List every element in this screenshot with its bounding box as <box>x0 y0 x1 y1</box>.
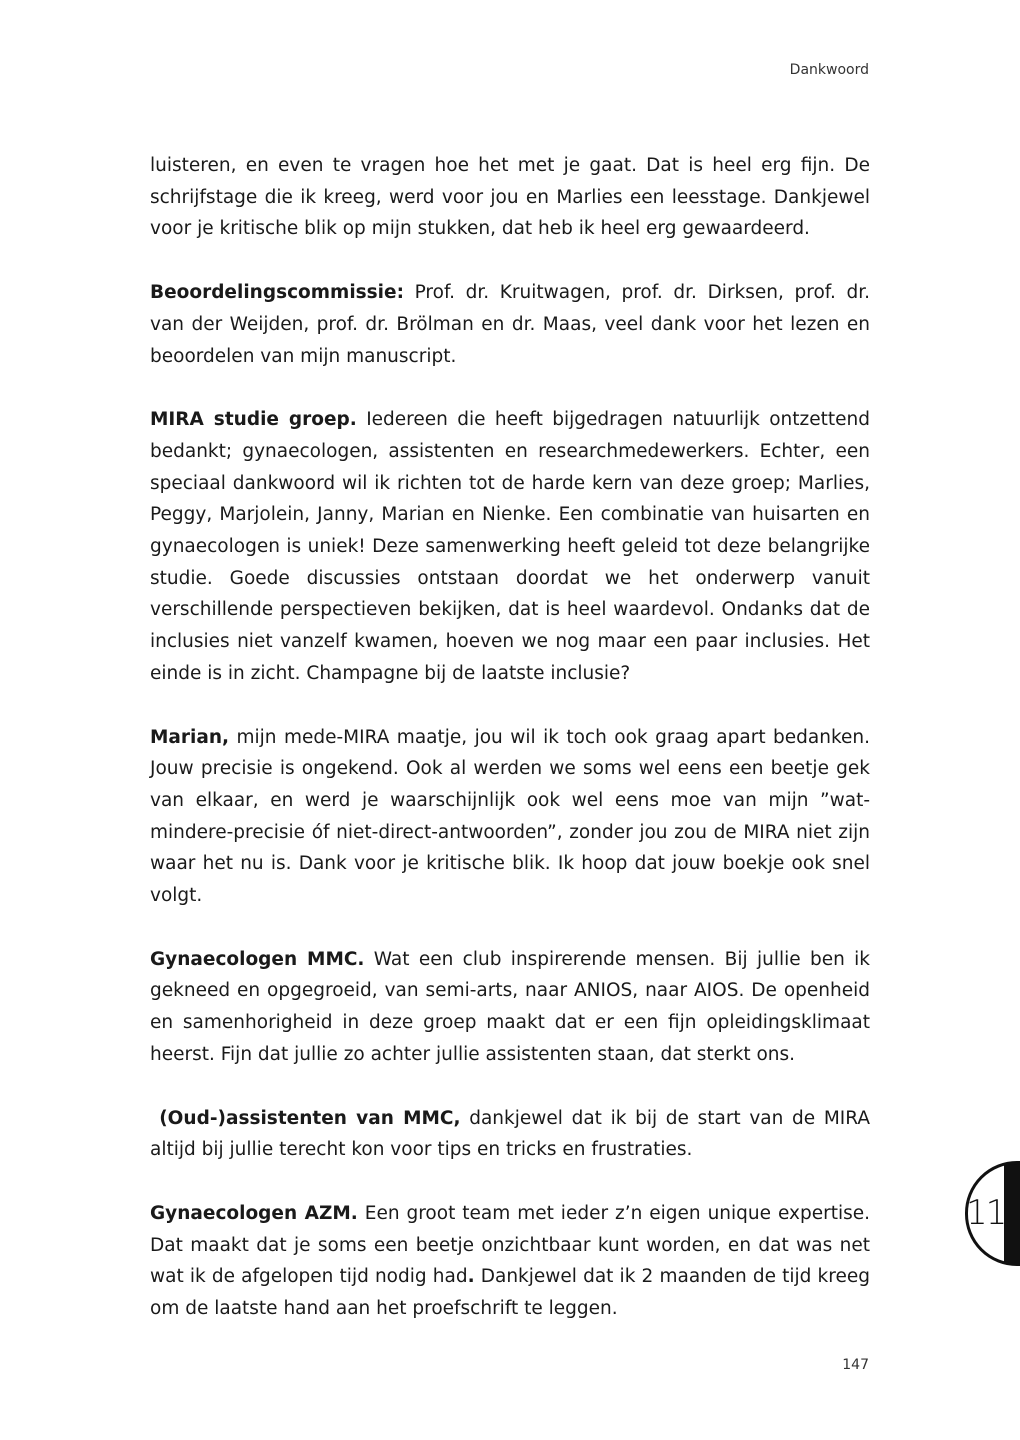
paragraph-committee <box>150 277 870 372</box>
paragraph-mira-group <box>150 404 870 689</box>
paragraph-text: Prof. dr. Kruitwagen, prof. dr. Dirksen, prof. dr. van der Weijden, prof. dr. Brölman en dr. Maas, veel dank voor het lezen en beoordelen van mijn manuscript. <box>150 282 870 367</box>
paragraph-lead: MIRA studie groep. <box>150 409 357 431</box>
paragraph-assistenten-mmc <box>150 1103 870 1166</box>
paragraph-lead: Beoordelingscommissie: <box>150 282 404 304</box>
paragraph-marian <box>150 722 870 912</box>
paragraph-gynaecologen-azm <box>150 1198 870 1325</box>
paragraph-text: dankjewel dat ik bij de start van de MIRA altijd bij jullie terecht kon voor tips en tricks en frustraties. <box>150 1107 871 1161</box>
paragraph-gynaecologen-mmc <box>150 944 870 1071</box>
paragraph-lead: Gynaecologen AZM. <box>150 1202 358 1224</box>
paragraph-text: Iedereen die heeft bijgedragen natuurlijk ontzettend bedankt; gynaecologen, assistenten en researchmedewerkers. Echter, een speciaal dankwoord wil ik richten tot de harde kern van deze groep; Marlies, Peggy, Marjolein, Janny, Marian en Nienke. Een combinatie van huisarten en gynaecologen is uniek! Deze samenwerking heeft geleid tot deze belangrijke studie. Goede discussies ontstaan doordat we het onderwerp vanuit verschillende perspectieven bekijken, dat is heel waardevol. Ondanks dat de inclusies niet vanzelf kwamen, hoeven we nog maar een paar inclusies. Het einde is in zicht. Champagne bij de laatste inclusie? <box>150 409 870 684</box>
paragraph-text: Wat een club inspirerende mensen. Bij jullie ben ik gekneed en opgegroeid, van semi-arts, naar ANIOS, naar AIOS. De openheid en samenhorigheid in deze groep maakt dat er een fijn opleidingsklimaat heerst. Fijn dat jullie zo achter jullie assistenten staan, dat sterkt ons. <box>150 948 871 1065</box>
paragraph-continuation <box>150 150 870 245</box>
running-header: Dankwoord <box>789 62 869 78</box>
paragraph-text-continued: Dankjewel dat ik 2 maanden de tijd kreeg om de laatste hand aan het proefschrift te leggen. <box>150 1266 870 1320</box>
paragraph-bold-period: . <box>467 1266 475 1288</box>
paragraph-text: Een groot team met ieder z’n eigen unique expertise. Dat maakt dat je soms een beetje onzichtbaar kunt worden, en dat was net wat ik de afgelopen tijd nodig had <box>150 1202 870 1288</box>
paragraph-text: luisteren, en even te vragen hoe het met je gaat. Dat is heel erg fijn. De schrijfstage die ik kreeg, werd voor jou en Marlies een leesstage. Dankjewel voor je kritische blik op mijn stukken, dat heb ik heel erg gewaardeerd. <box>150 155 870 240</box>
paragraph-lead: (Oud-)assistenten van MMC, <box>150 1107 461 1129</box>
paragraph-text: mijn mede-MIRA maatje, jou wil ik toch ook graag apart bedanken. Jouw precisie is ongekend. Ook al werden we soms wel eens een beetje gek van elkaar, en werd je waarschijnlijk ook wel eens moe van mijn ”wat-mindere-precisie óf niet-direct-antwoorden”, zonder jou zou de MIRA niet zijn waar het nu is. Dank voor je kritische blik. Ik hoop dat jouw boekje ook snel volgt. <box>150 726 870 907</box>
paragraph-lead: Gynaecologen MMC. <box>150 948 365 970</box>
paragraph-lead: Marian, <box>150 726 230 748</box>
page-number: 147 <box>842 1357 869 1373</box>
body-text <box>150 150 870 1357</box>
chapter-number: 11 <box>966 1193 1006 1233</box>
